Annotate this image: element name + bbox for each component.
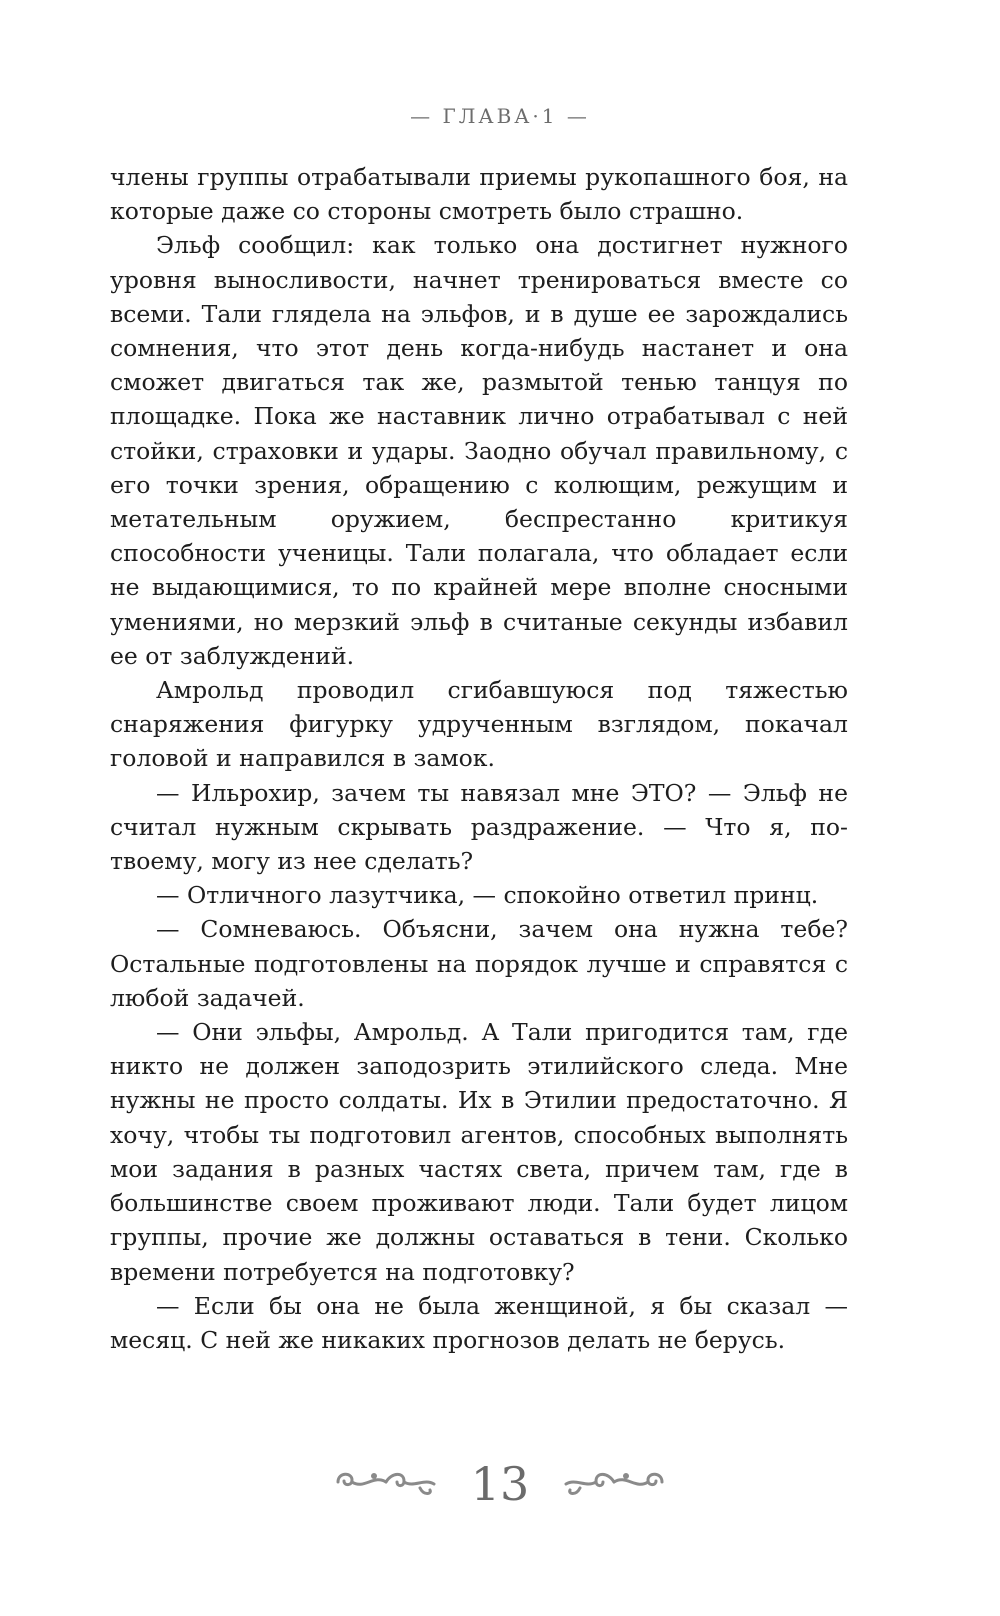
folio bbox=[0, 1450, 1000, 1520]
paragraph: члены группы отрабатывали приемы рукопашного боя, на которые даже со стороны смотреть было страшно. bbox=[110, 163, 848, 226]
paragraph: — Отличного лазутчика, — спокойно ответил принц. bbox=[156, 881, 819, 910]
paragraph: Эльф сообщил: как только она достигнет нужного уровня выносливости, начнет тренироваться вместе со всеми. Тали глядела на эльфов, и в душе ее зарождались сомнения, что этот день когда-нибудь настанет и она сможет двигаться так же, размытой тенью танцуя по площадке. Пока же наставник лично отрабатывал с ней стойки, страховки и удары. Заодно обучал правильному, с его точки зрения, обращению с колющим, режущим и метательным оружием, беспрестанно критикуя способности ученицы. Тали полагала, что обладает если не выдающимися, то по крайней мере вполне сносными умениями, но мерзкий эльф в считаные секунды избавил ее от заблуждений. bbox=[110, 231, 848, 670]
paragraph: — Они эльфы, Амрольд. А Тали пригодится там, где никто не должен заподозрить этилийского следа. Мне нужны не просто солдаты. Их в Этилии предостаточно. Я хочу, чтобы ты подготовил агентов, способных выполнять мои задания в разных частях света, причем там, где в большинстве своем проживают люди. Тали будет лицом группы, прочие же должны оставаться в тени. Сколько времени потребуется на подготовку? bbox=[110, 1018, 848, 1286]
right-flourish-ornament-icon bbox=[560, 1450, 670, 1510]
paragraph: Амрольд проводил сгибавшуюся под тяжестью снаряжения фигурку удрученным взглядом, покачал головой и направился в замок. bbox=[110, 676, 848, 773]
paragraph: — Если бы она не была женщиной, я бы сказал — месяц. С ней же никаких прогнозов делать не берусь. bbox=[110, 1291, 848, 1354]
body-text bbox=[110, 160, 848, 1357]
running-head: — ГЛАВА·1 — bbox=[410, 104, 590, 128]
paragraph: — Ильрохир, зачем ты навязал мне ЭТО? — Эльф не считал нужным скрывать раздражение. — Что я, по-твоему, могу из нее сделать? bbox=[110, 778, 848, 876]
page-number: 13 bbox=[470, 1457, 530, 1511]
paragraph: — Сомневаюсь. Объясни, зачем она нужна тебе? Остальные подготовлены на порядок лучше и справятся с любой задачей. bbox=[110, 915, 848, 1012]
